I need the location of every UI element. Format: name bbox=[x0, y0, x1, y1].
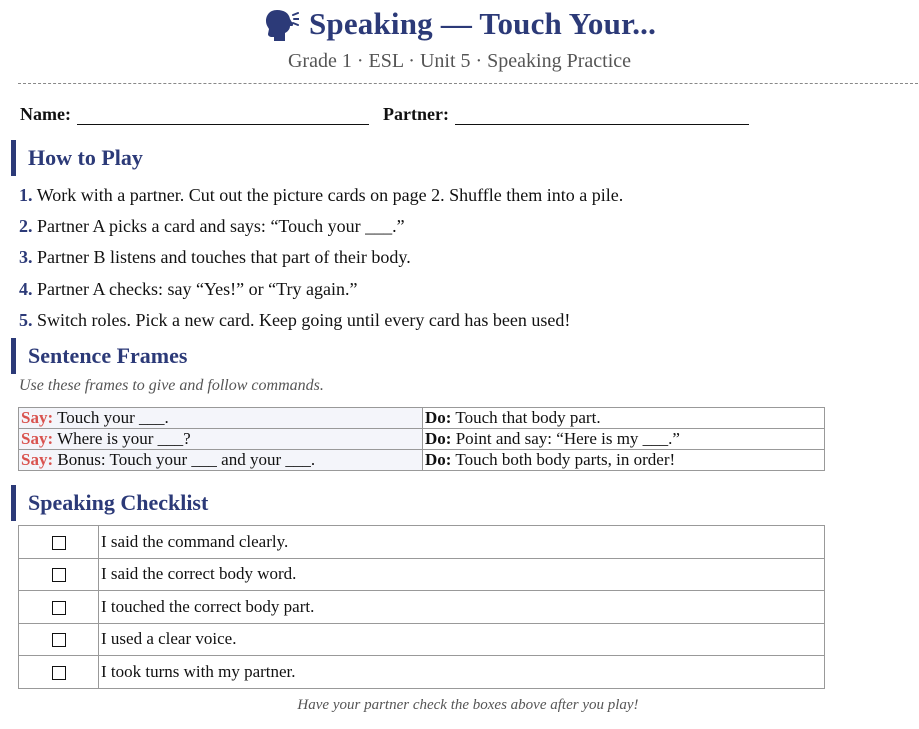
do-text: Point and say: “Here is my ___.” bbox=[455, 429, 680, 448]
section-sentence-frames bbox=[11, 338, 187, 374]
section-title-how-to-play: How to Play bbox=[28, 145, 143, 170]
name-blank[interactable] bbox=[77, 106, 369, 125]
step-text: Partner B listens and touches that part of their body. bbox=[37, 247, 411, 268]
partner-field[interactable] bbox=[383, 104, 749, 125]
step-item bbox=[19, 211, 623, 242]
do-cell bbox=[423, 429, 825, 450]
checklist-row bbox=[19, 591, 825, 624]
checkbox[interactable] bbox=[52, 601, 66, 615]
checklist-item-text: I said the command clearly. bbox=[99, 526, 825, 559]
partner-label: Partner: bbox=[382, 104, 449, 124]
partner-blank[interactable] bbox=[455, 106, 749, 125]
checkbox[interactable] bbox=[52, 568, 66, 582]
say-label: Say: bbox=[21, 450, 54, 469]
checklist-row bbox=[19, 656, 825, 689]
table-row bbox=[19, 450, 825, 471]
checklist-item-text: I took turns with my partner. bbox=[99, 656, 825, 689]
step-text: Switch roles. Pick a new card. Keep going until every card has been used! bbox=[37, 309, 571, 330]
step-number: 1. bbox=[19, 185, 33, 205]
checkbox-cell bbox=[19, 623, 99, 656]
say-text: Where is your ___? bbox=[57, 429, 191, 448]
step-number: 4. bbox=[19, 278, 33, 299]
say-text: Bonus: Touch your ___ and your ___. bbox=[57, 450, 316, 469]
say-cell bbox=[19, 450, 423, 471]
checklist-item-text: I said the correct body word. bbox=[99, 558, 825, 591]
sentence-frames-table bbox=[18, 407, 825, 471]
section-title-speaking-checklist: Speaking Checklist bbox=[28, 490, 209, 515]
do-cell bbox=[423, 450, 825, 471]
do-text: Touch that body part. bbox=[455, 408, 601, 427]
title-row bbox=[0, 4, 919, 44]
speaking-checklist-table bbox=[18, 525, 825, 689]
worksheet-header bbox=[0, 0, 919, 73]
checkbox-cell bbox=[19, 558, 99, 591]
do-label: Do: bbox=[425, 429, 452, 448]
checklist-row bbox=[19, 558, 825, 591]
step-item bbox=[19, 305, 623, 336]
do-label: Do: bbox=[425, 450, 452, 469]
say-text: Touch your ___. bbox=[57, 408, 169, 427]
step-text: Partner A checks: say “Yes!” or “Try again.” bbox=[37, 278, 358, 299]
step-number: 2. bbox=[19, 216, 33, 237]
checklist-item-text: I touched the correct body part. bbox=[99, 591, 825, 624]
name-field[interactable] bbox=[20, 104, 369, 125]
table-row bbox=[19, 408, 825, 429]
name-label: Name: bbox=[20, 104, 71, 124]
do-text: Touch both body parts, in order! bbox=[455, 450, 676, 469]
steps-list bbox=[19, 180, 623, 336]
step-text: Partner A picks a card and says: “Touch your ___.” bbox=[37, 216, 405, 237]
section-speaking-checklist bbox=[11, 485, 208, 521]
checkbox[interactable] bbox=[52, 536, 66, 550]
say-cell bbox=[19, 408, 423, 429]
checklist-item-text: I used a clear voice. bbox=[99, 623, 825, 656]
checkbox-cell bbox=[19, 591, 99, 624]
speaking-head-icon bbox=[263, 7, 299, 43]
checkbox-cell bbox=[19, 526, 99, 559]
frames-hint: Use these frames to give and follow commands. bbox=[19, 377, 324, 394]
footer-note: Have your partner check the boxes above after you play! bbox=[297, 697, 639, 713]
step-item bbox=[19, 242, 623, 273]
say-cell bbox=[19, 429, 423, 450]
step-item bbox=[19, 180, 623, 211]
table-row bbox=[19, 429, 825, 450]
do-cell bbox=[423, 408, 825, 429]
do-label: Do: bbox=[425, 408, 452, 427]
checklist-row bbox=[19, 526, 825, 559]
section-title-sentence-frames: Sentence Frames bbox=[28, 343, 188, 368]
step-number: 3. bbox=[19, 247, 33, 268]
step-number: 5. bbox=[19, 309, 33, 330]
checklist-row bbox=[19, 623, 825, 656]
page-subtitle: Grade 1 · ESL · Unit 5 · Speaking Practice bbox=[287, 50, 632, 72]
step-text: Work with a partner. Cut out the picture cards on page 2. Shuffle them into a pile. bbox=[36, 185, 624, 205]
step-item bbox=[19, 274, 623, 305]
page-title: Speaking — Touch Your... bbox=[308, 6, 657, 41]
checkbox-cell bbox=[19, 656, 99, 689]
dashed-divider bbox=[18, 83, 918, 84]
say-label: Say: bbox=[21, 429, 54, 448]
checkbox[interactable] bbox=[52, 633, 66, 647]
say-label: Say: bbox=[21, 408, 54, 427]
checkbox[interactable] bbox=[52, 666, 66, 680]
name-fields bbox=[20, 104, 749, 125]
section-how-to-play bbox=[11, 140, 143, 176]
